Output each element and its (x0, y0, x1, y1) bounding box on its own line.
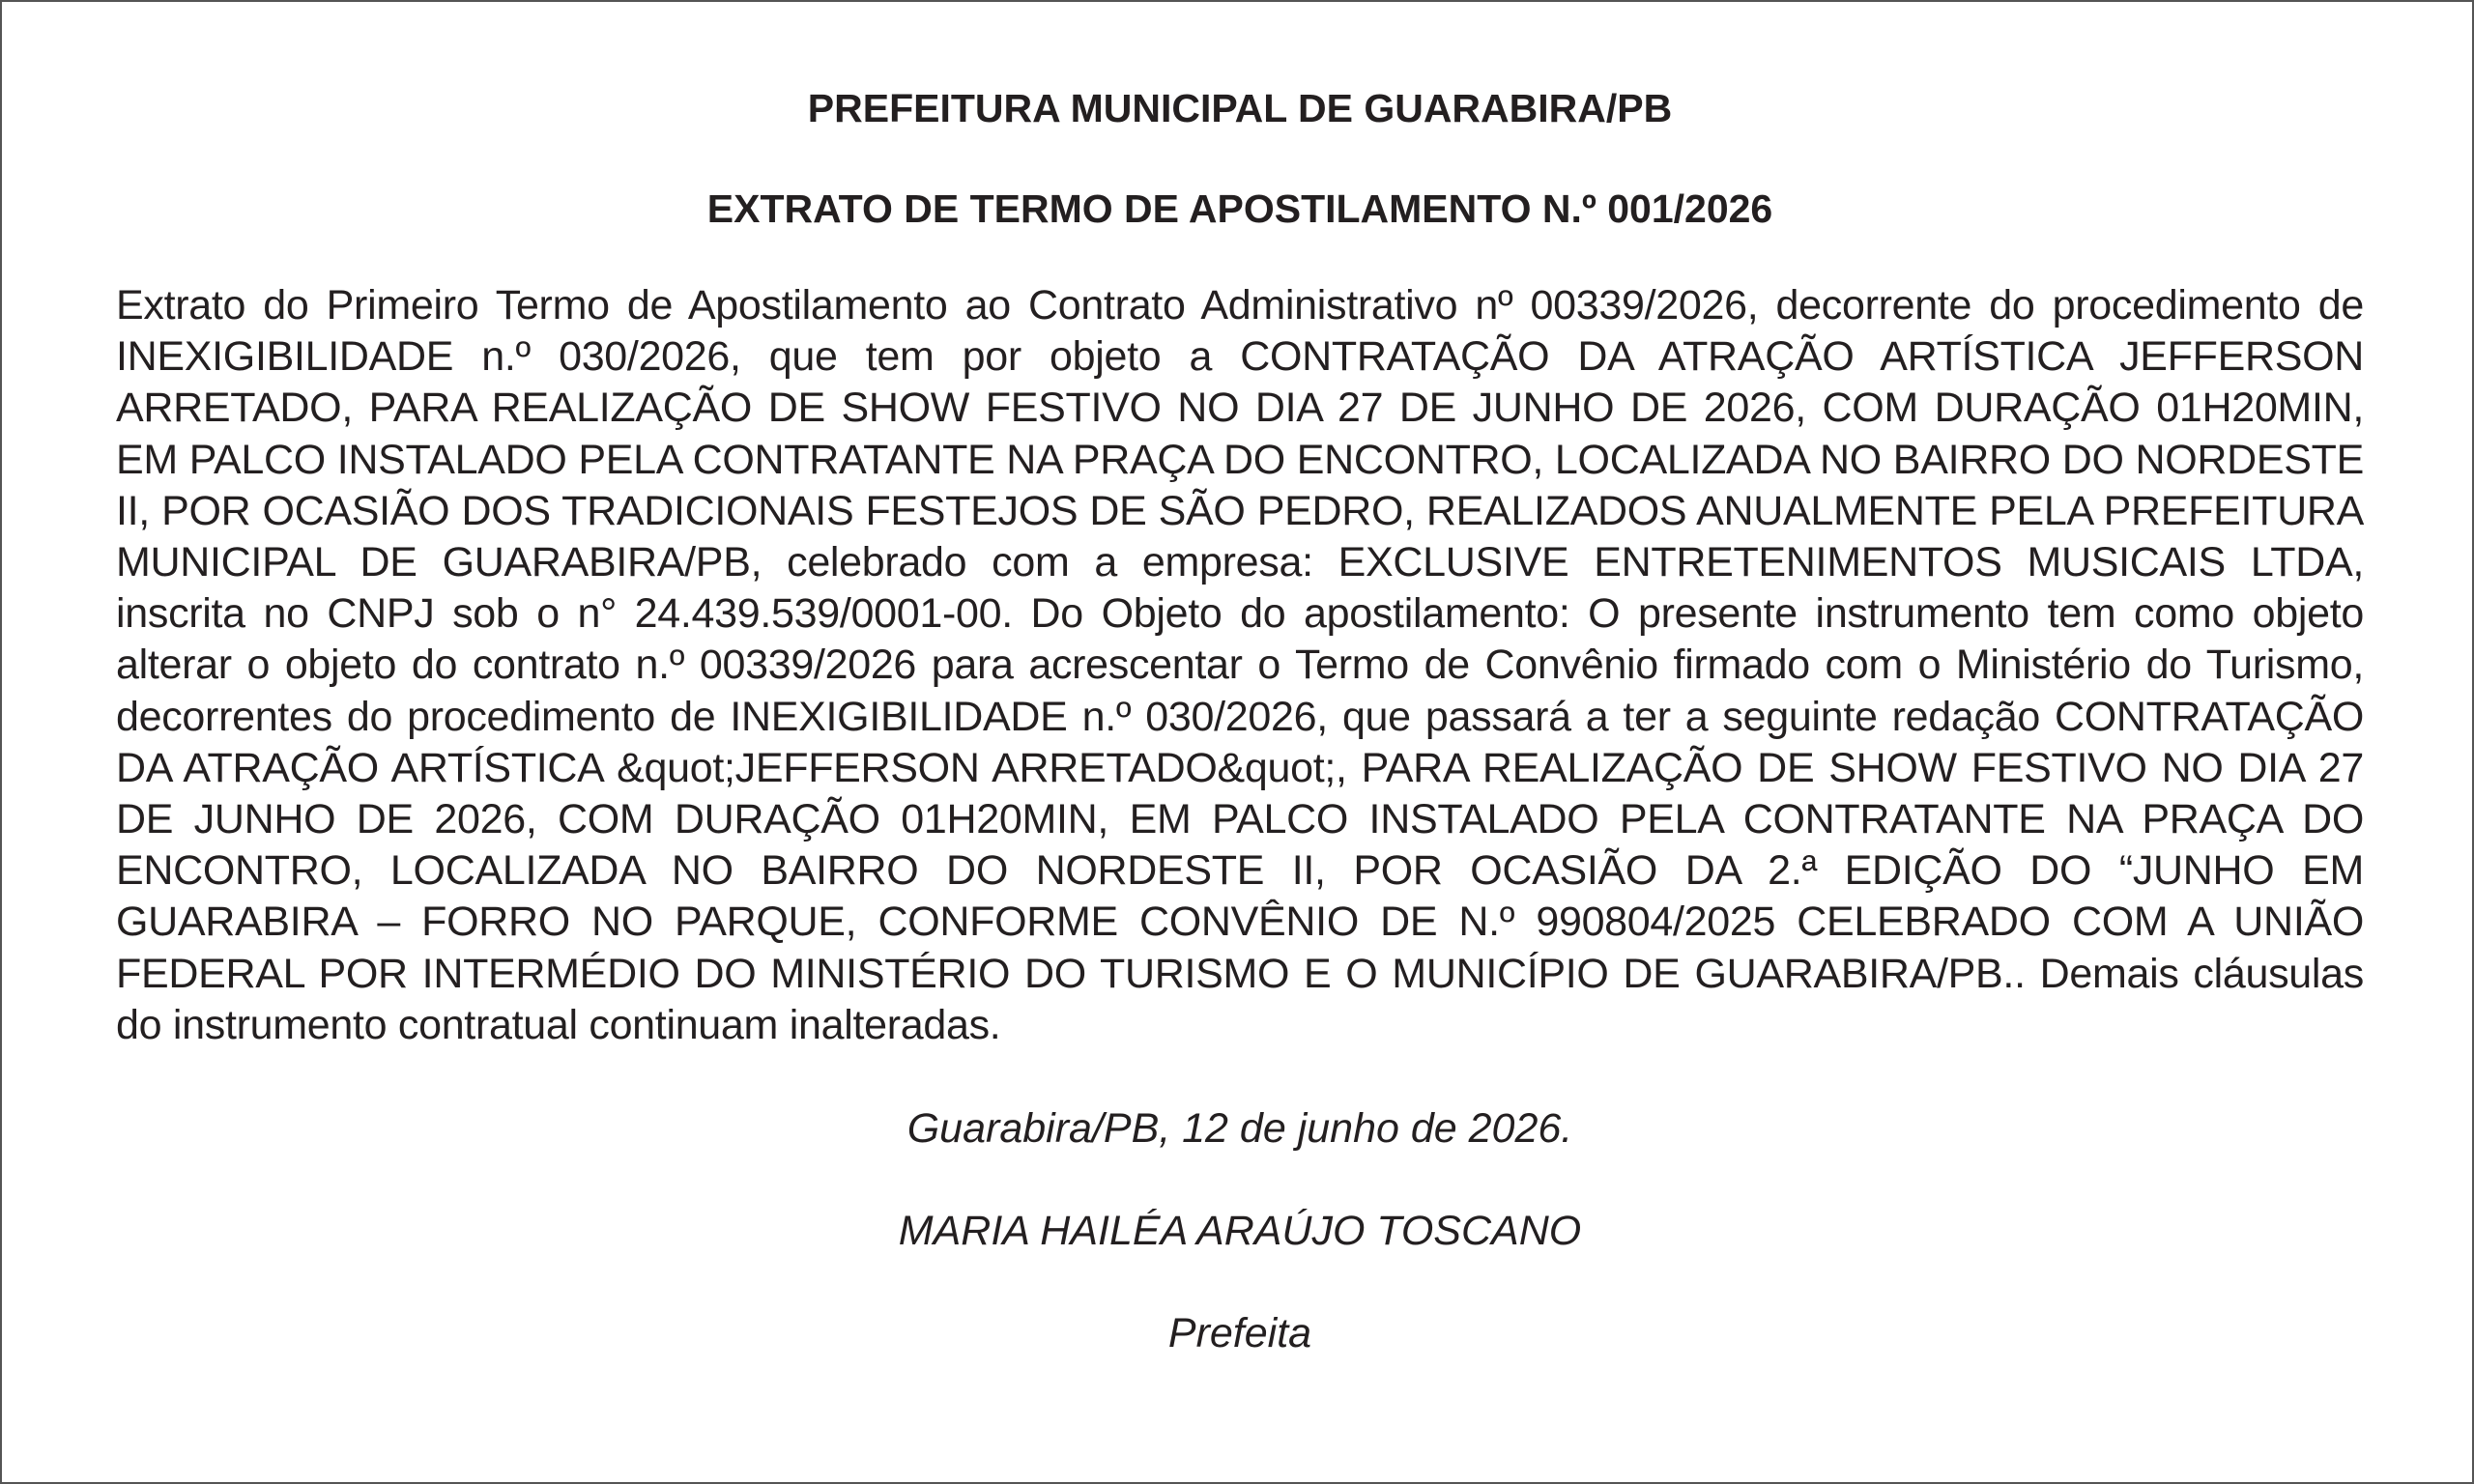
signatory-role: Prefeita (1167, 1310, 1312, 1357)
header-title: PREFEITURA MUNICIPAL DE GUARABIRA/PB (807, 86, 1673, 130)
document-content (116, 83, 2364, 1358)
body-paragraph: Extrato do Primeiro Termo de Apostilamento ao Contrato Administrativo nº 00339/2026, decorrente do procedimento de INEXIGIBILIDADE n.º 030/2026, que tem por objeto a CONTRATAÇÃO DA ATRAÇÃO ARTÍSTICA JEFFERSON ARRETADO, PARA REALIZAÇÃO DE SHOW FESTIVO NO DIA 27 DE JUNHO DE 2026, COM DURAÇÃO 01H20MIN, EM PALCO INSTALADO PELA CONTRATANTE NA PRAÇA DO ENCONTRO, LOCALIZADA NO BAIRRO DO NORDESTE II, POR OCASIÃO DOS TRADICIONAIS FESTEJOS DE SÃO PEDRO, REALIZADOS ANUALMENTE PELA PREFEITURA MUNICIPAL DE GUARABIRA/PB, celebrado com a empresa: EXCLUSIVE ENTRETENIMENTOS MUSICAIS LTDA, inscrita no CNPJ sob o n° 24.439.539/0001-00. Do Objeto do apostilamento: O presente instrumento tem como objeto alterar o objeto do contrato n.º 00339/2026 para acrescentar o Termo de Convênio firmado com o Ministério do Turismo, decorrentes do procedimento de INEXIGIBILIDADE n.º 030/2026, que passará a ter a seguinte redação CONTRATAÇÃO DA ATRAÇÃO ARTÍSTICA &quot;JEFFERSON ARRETADO&quot;, PARA REALIZAÇÃO DE SHOW FESTIVO NO DIA 27 DE JUNHO DE 2026, COM DURAÇÃO 01H20MIN, EM PALCO INSTALADO PELA CONTRATANTE NA PRAÇA DO ENCONTRO, LOCALIZADA NO BAIRRO DO NORDESTE II, POR OCASIÃO DA 2.ª EDIÇÃO DO “JUNHO EM GUARABIRA – FORRO NO PARQUE, CONFORME CONVÊNIO DE N.º 990804/2025 CELEBRADO COM A UNIÃO FEDERAL POR INTERMÉDIO DO MINISTÉRIO DO TURISMO E O MUNICÍPIO DE GUARABIRA/PB.. Demais cláusulas do instrumento contratual continuam inalteradas. (116, 282, 2364, 1048)
signatory-name: MARIA HAILÉA ARAÚJO TOSCANO (898, 1208, 1582, 1255)
place-date: Guarabira/PB, 12 de junho de 2026. (906, 1105, 1573, 1153)
document-title: EXTRATO DE TERMO DE APOSTILAMENTO N.º 001/2026 (706, 186, 1773, 231)
